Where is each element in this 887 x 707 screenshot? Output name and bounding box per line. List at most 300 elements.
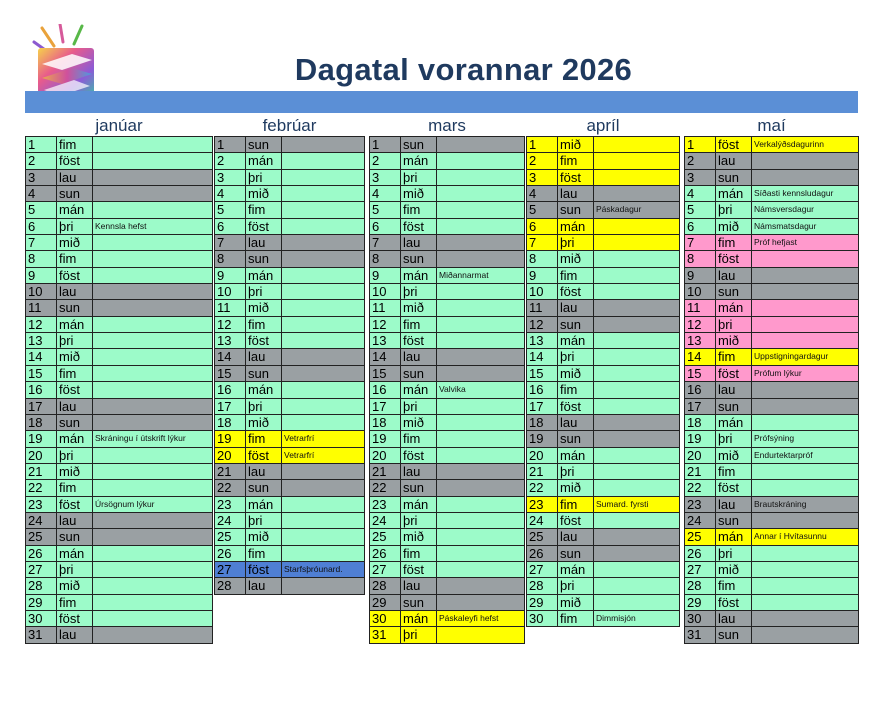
day-list xyxy=(684,136,859,644)
day-row xyxy=(526,333,680,349)
day-note: Páskadagur xyxy=(593,202,680,217)
day-number: 15 xyxy=(25,366,56,381)
day-number: 20 xyxy=(526,448,557,463)
day-number: 9 xyxy=(369,268,400,283)
day-row xyxy=(25,497,213,513)
day-note xyxy=(436,317,525,332)
weekday-name: fim xyxy=(400,431,436,446)
weekday-name: mán xyxy=(56,317,92,332)
weekday-name: föst xyxy=(715,137,751,152)
day-number: 12 xyxy=(526,317,557,332)
day-note xyxy=(92,399,213,414)
month-name: febrúar xyxy=(262,116,317,135)
day-number: 22 xyxy=(369,480,400,495)
weekday-name: sun xyxy=(245,366,281,381)
day-row xyxy=(25,513,213,529)
day-number: 2 xyxy=(214,153,245,168)
weekday-name: fim xyxy=(400,202,436,217)
day-number: 19 xyxy=(369,431,400,446)
day-number: 14 xyxy=(526,349,557,364)
day-row xyxy=(25,546,213,562)
day-row xyxy=(214,186,365,202)
day-note xyxy=(751,578,859,593)
weekday-name: þri xyxy=(400,627,436,642)
day-number: 22 xyxy=(25,480,56,495)
day-number: 3 xyxy=(526,170,557,185)
day-note xyxy=(593,170,680,185)
day-note xyxy=(92,513,213,528)
day-note: Annar í Hvítasunnu xyxy=(751,529,859,544)
weekday-name: þri xyxy=(715,431,751,446)
day-row xyxy=(369,137,525,153)
day-row xyxy=(684,137,859,153)
day-row xyxy=(25,284,213,300)
day-row xyxy=(214,284,365,300)
weekday-name: mán xyxy=(56,202,92,217)
day-row xyxy=(526,202,680,218)
day-row xyxy=(526,186,680,202)
day-number: 14 xyxy=(369,349,400,364)
day-note xyxy=(92,284,213,299)
day-number: 11 xyxy=(25,300,56,315)
day-number: 15 xyxy=(214,366,245,381)
day-note xyxy=(751,153,859,168)
day-row xyxy=(369,202,525,218)
day-number: 27 xyxy=(25,562,56,577)
weekday-name: lau xyxy=(715,268,751,283)
day-row xyxy=(369,578,525,594)
day-note xyxy=(436,562,525,577)
day-list xyxy=(526,136,680,627)
day-note: Prófum lýkur xyxy=(751,366,859,381)
weekday-name: mið xyxy=(56,464,92,479)
day-number: 12 xyxy=(214,317,245,332)
weekday-name: föst xyxy=(557,399,593,414)
day-note: Endurtektarpróf xyxy=(751,448,859,463)
day-note xyxy=(593,546,680,561)
day-row xyxy=(684,529,859,545)
day-row xyxy=(25,431,213,447)
weekday-name: mið xyxy=(245,415,281,430)
day-number: 21 xyxy=(526,464,557,479)
day-row xyxy=(214,202,365,218)
weekday-name: þri xyxy=(557,578,593,593)
day-number: 28 xyxy=(369,578,400,593)
day-row xyxy=(684,251,859,267)
day-note xyxy=(281,317,365,332)
day-list xyxy=(369,136,525,644)
day-note xyxy=(436,431,525,446)
day-row xyxy=(214,448,365,464)
day-number: 27 xyxy=(214,562,245,577)
day-row xyxy=(526,137,680,153)
weekday-name: sun xyxy=(715,399,751,414)
weekday-name: mán xyxy=(400,153,436,168)
day-row xyxy=(25,268,213,284)
day-row xyxy=(684,480,859,496)
day-number: 30 xyxy=(25,611,56,626)
month-column xyxy=(369,116,525,644)
day-number: 4 xyxy=(684,186,715,201)
day-note xyxy=(751,284,859,299)
day-note xyxy=(281,251,365,266)
day-note xyxy=(436,137,525,152)
day-row xyxy=(684,546,859,562)
weekday-name: lau xyxy=(715,153,751,168)
weekday-name: mán xyxy=(56,546,92,561)
day-note xyxy=(92,170,213,185)
day-row xyxy=(25,595,213,611)
day-number: 15 xyxy=(684,366,715,381)
day-number: 5 xyxy=(526,202,557,217)
day-row xyxy=(369,333,525,349)
day-number: 7 xyxy=(214,235,245,250)
day-number: 25 xyxy=(369,529,400,544)
weekday-name: lau xyxy=(400,235,436,250)
day-row xyxy=(526,153,680,169)
day-row xyxy=(526,513,680,529)
day-number: 29 xyxy=(369,595,400,610)
day-row xyxy=(369,464,525,480)
weekday-name: sun xyxy=(715,513,751,528)
day-note xyxy=(751,170,859,185)
day-number: 1 xyxy=(369,137,400,152)
weekday-name: föst xyxy=(56,153,92,168)
day-note xyxy=(92,415,213,430)
weekday-name: lau xyxy=(557,529,593,544)
weekday-name: föst xyxy=(245,562,281,577)
weekday-name: sun xyxy=(557,431,593,446)
day-note xyxy=(436,251,525,266)
day-row xyxy=(526,170,680,186)
day-note: Námsmatsdagur xyxy=(751,219,859,234)
weekday-name: sun xyxy=(245,480,281,495)
weekday-name: fim xyxy=(56,137,92,152)
weekday-name: föst xyxy=(56,268,92,283)
day-number: 5 xyxy=(684,202,715,217)
day-number: 8 xyxy=(369,251,400,266)
day-number: 14 xyxy=(214,349,245,364)
day-row xyxy=(684,464,859,480)
weekday-name: lau xyxy=(56,513,92,528)
day-note xyxy=(281,415,365,430)
weekday-name: lau xyxy=(557,415,593,430)
day-row xyxy=(214,235,365,251)
day-note: Starfsþróunard. xyxy=(281,562,365,577)
weekday-name: lau xyxy=(557,186,593,201)
day-note xyxy=(436,219,525,234)
day-number: 9 xyxy=(526,268,557,283)
day-note xyxy=(593,186,680,201)
day-row xyxy=(25,529,213,545)
day-number: 13 xyxy=(214,333,245,348)
day-number: 27 xyxy=(526,562,557,577)
day-number: 29 xyxy=(25,595,56,610)
day-note xyxy=(281,153,365,168)
weekday-name: mið xyxy=(557,251,593,266)
day-note xyxy=(751,513,859,528)
day-number: 8 xyxy=(214,251,245,266)
day-number: 9 xyxy=(214,268,245,283)
day-row xyxy=(684,333,859,349)
day-number: 6 xyxy=(684,219,715,234)
day-number: 19 xyxy=(25,431,56,446)
day-number: 16 xyxy=(684,382,715,397)
weekday-name: mán xyxy=(715,300,751,315)
weekday-name: mán xyxy=(557,448,593,463)
weekday-name: fim xyxy=(245,431,281,446)
day-note xyxy=(436,153,525,168)
day-note: Vetrarfrí xyxy=(281,431,365,446)
day-row xyxy=(526,251,680,267)
weekday-name: mán xyxy=(400,611,436,626)
day-note: Sumard. fyrsti xyxy=(593,497,680,512)
weekday-name: sun xyxy=(715,284,751,299)
weekday-name: lau xyxy=(400,349,436,364)
day-row xyxy=(25,366,213,382)
day-list xyxy=(214,136,365,595)
day-note xyxy=(593,431,680,446)
day-note xyxy=(751,480,859,495)
weekday-name: mið xyxy=(715,562,751,577)
day-number: 4 xyxy=(214,186,245,201)
day-note xyxy=(436,448,525,463)
day-row xyxy=(526,595,680,611)
weekday-name: þri xyxy=(245,284,281,299)
day-number: 8 xyxy=(684,251,715,266)
day-note xyxy=(436,333,525,348)
day-note xyxy=(436,349,525,364)
day-number: 24 xyxy=(25,513,56,528)
month-name: maí xyxy=(757,116,786,135)
day-number: 3 xyxy=(214,170,245,185)
day-note xyxy=(436,235,525,250)
day-number: 13 xyxy=(25,333,56,348)
day-note xyxy=(593,349,680,364)
day-note xyxy=(593,284,680,299)
weekday-name: mán xyxy=(245,153,281,168)
day-row xyxy=(684,513,859,529)
day-number: 24 xyxy=(526,513,557,528)
weekday-name: fim xyxy=(400,317,436,332)
weekday-name: fim xyxy=(557,268,593,283)
day-note xyxy=(92,382,213,397)
day-number: 17 xyxy=(25,399,56,414)
day-note xyxy=(593,448,680,463)
day-number: 2 xyxy=(526,153,557,168)
weekday-name: fim xyxy=(245,546,281,561)
weekday-name: fim xyxy=(715,349,751,364)
weekday-name: lau xyxy=(56,170,92,185)
weekday-name: lau xyxy=(400,464,436,479)
day-number: 18 xyxy=(214,415,245,430)
weekday-name: mið xyxy=(56,235,92,250)
weekday-name: þri xyxy=(56,219,92,234)
day-row xyxy=(214,562,365,578)
day-row xyxy=(684,317,859,333)
day-row xyxy=(684,448,859,464)
day-number: 26 xyxy=(369,546,400,561)
day-number: 31 xyxy=(25,627,56,642)
day-number: 10 xyxy=(684,284,715,299)
day-note xyxy=(436,170,525,185)
day-row xyxy=(214,480,365,496)
day-number: 21 xyxy=(684,464,715,479)
day-row xyxy=(369,595,525,611)
day-row xyxy=(25,202,213,218)
day-note xyxy=(92,300,213,315)
weekday-name: föst xyxy=(245,448,281,463)
day-row xyxy=(214,153,365,169)
day-note xyxy=(436,546,525,561)
day-number: 11 xyxy=(684,300,715,315)
day-note xyxy=(436,415,525,430)
month-name: janúar xyxy=(95,116,143,135)
day-note xyxy=(281,464,365,479)
day-note xyxy=(436,578,525,593)
weekday-name: sun xyxy=(400,595,436,610)
month-column xyxy=(526,116,680,627)
day-row xyxy=(25,186,213,202)
day-note xyxy=(593,235,680,250)
day-row xyxy=(369,170,525,186)
day-number: 1 xyxy=(526,137,557,152)
day-number: 17 xyxy=(684,399,715,414)
weekday-name: föst xyxy=(245,333,281,348)
weekday-name: þri xyxy=(715,317,751,332)
day-number: 13 xyxy=(526,333,557,348)
day-number: 17 xyxy=(526,399,557,414)
day-note xyxy=(436,366,525,381)
day-note xyxy=(751,464,859,479)
day-note xyxy=(593,317,680,332)
day-note xyxy=(436,529,525,544)
day-number: 12 xyxy=(369,317,400,332)
day-row xyxy=(526,464,680,480)
day-note: Dimmisjón xyxy=(593,611,680,626)
day-number: 12 xyxy=(684,317,715,332)
day-number: 14 xyxy=(684,349,715,364)
weekday-name: þri xyxy=(557,349,593,364)
day-row xyxy=(369,219,525,235)
day-number: 2 xyxy=(369,153,400,168)
day-note xyxy=(92,595,213,610)
day-row xyxy=(369,251,525,267)
day-note: Kennsla hefst xyxy=(92,219,213,234)
weekday-name: fim xyxy=(715,464,751,479)
day-number: 4 xyxy=(526,186,557,201)
day-number: 3 xyxy=(369,170,400,185)
day-note: Vetrarfrí xyxy=(281,448,365,463)
weekday-name: mið xyxy=(557,595,593,610)
weekday-name: lau xyxy=(56,627,92,642)
day-row xyxy=(25,137,213,153)
day-number: 14 xyxy=(25,349,56,364)
day-note xyxy=(281,202,365,217)
weekday-name: mið xyxy=(245,529,281,544)
weekday-name: mið xyxy=(715,448,751,463)
weekday-name: sun xyxy=(56,415,92,430)
weekday-name: mið xyxy=(715,333,751,348)
day-row xyxy=(684,399,859,415)
day-number: 1 xyxy=(214,137,245,152)
weekday-name: lau xyxy=(245,578,281,593)
day-number: 30 xyxy=(526,611,557,626)
weekday-name: föst xyxy=(715,480,751,495)
day-note xyxy=(436,497,525,512)
day-row xyxy=(25,627,213,643)
day-note xyxy=(593,480,680,495)
day-number: 22 xyxy=(526,480,557,495)
weekday-name: föst xyxy=(715,366,751,381)
day-row xyxy=(684,497,859,513)
day-row xyxy=(369,513,525,529)
day-number: 25 xyxy=(684,529,715,544)
day-row xyxy=(526,399,680,415)
day-number: 16 xyxy=(369,382,400,397)
day-number: 28 xyxy=(25,578,56,593)
day-note xyxy=(593,219,680,234)
weekday-name: fim xyxy=(400,546,436,561)
weekday-name: sun xyxy=(557,317,593,332)
day-note xyxy=(593,578,680,593)
day-number: 30 xyxy=(369,611,400,626)
weekday-name: sun xyxy=(56,300,92,315)
day-row xyxy=(369,268,525,284)
day-row xyxy=(526,431,680,447)
day-row xyxy=(684,349,859,365)
day-note xyxy=(593,399,680,414)
day-number: 16 xyxy=(25,382,56,397)
day-row xyxy=(684,153,859,169)
day-row xyxy=(214,415,365,431)
day-note xyxy=(436,627,525,642)
day-note xyxy=(92,202,213,217)
day-note xyxy=(751,595,859,610)
day-row xyxy=(25,464,213,480)
day-row xyxy=(214,399,365,415)
weekday-name: lau xyxy=(56,399,92,414)
day-number: 23 xyxy=(369,497,400,512)
day-note xyxy=(751,251,859,266)
day-number: 1 xyxy=(25,137,56,152)
weekday-name: fim xyxy=(557,611,593,626)
weekday-name: þri xyxy=(400,399,436,414)
day-number: 2 xyxy=(684,153,715,168)
day-note xyxy=(92,611,213,626)
day-note xyxy=(92,235,213,250)
day-row xyxy=(684,595,859,611)
weekday-name: föst xyxy=(715,595,751,610)
weekday-name: sun xyxy=(400,480,436,495)
day-row xyxy=(25,611,213,627)
weekday-name: fim xyxy=(56,366,92,381)
day-note xyxy=(92,464,213,479)
day-note xyxy=(281,497,365,512)
day-number: 21 xyxy=(214,464,245,479)
day-row xyxy=(25,219,213,235)
day-number: 29 xyxy=(526,595,557,610)
day-row xyxy=(369,611,525,627)
day-row xyxy=(214,366,365,382)
day-row xyxy=(25,578,213,594)
day-row xyxy=(684,366,859,382)
day-row xyxy=(25,349,213,365)
day-number: 26 xyxy=(526,546,557,561)
day-row xyxy=(25,333,213,349)
day-note xyxy=(751,562,859,577)
day-note: Námsversdagur xyxy=(751,202,859,217)
